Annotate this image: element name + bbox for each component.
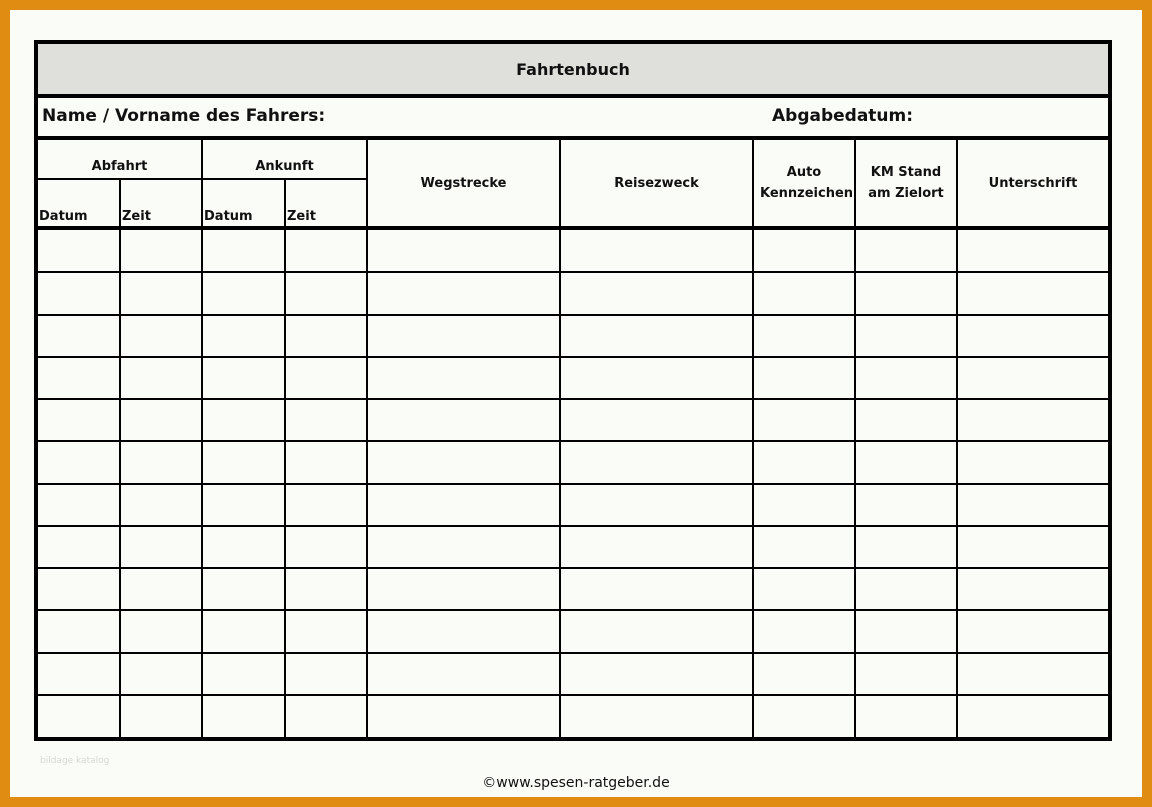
- col-divider-3: [284, 178, 286, 738]
- header-km-stand: KM Stand am Zielort: [868, 165, 944, 201]
- table-row-divider: [38, 525, 1108, 527]
- table-row-divider: [38, 567, 1108, 569]
- driver-name-label: Name / Vorname des Fahrers:: [42, 106, 326, 126]
- form-title: [34, 40, 1112, 98]
- col-divider-6: [752, 137, 754, 737]
- table-row-divider: [38, 609, 1108, 611]
- logbook-table: [34, 137, 1112, 741]
- header-abfahrt-zeit: Zeit: [122, 209, 151, 224]
- table-row-divider: [38, 440, 1108, 442]
- footer-copyright: ©www.spesen-ratgeber.de: [482, 775, 670, 791]
- header-abfahrt: Abfahrt: [91, 159, 148, 174]
- header-ankunft-zeit: Zeit: [287, 209, 316, 224]
- col-divider-7: [854, 137, 856, 737]
- col-divider-1: [119, 178, 121, 738]
- table-row-divider: [38, 398, 1108, 400]
- header-ankunft-datum: Datum: [204, 209, 253, 224]
- header-bottom-rule: [38, 226, 1108, 230]
- table-row-divider: [38, 483, 1108, 485]
- col-divider-8: [956, 137, 958, 737]
- col-divider-2: [201, 137, 203, 737]
- table-row-divider: [38, 652, 1108, 654]
- header-ankunft: Ankunft: [255, 159, 314, 174]
- header-wegstrecke: Wegstrecke: [420, 176, 507, 191]
- table-row-divider: [38, 356, 1108, 358]
- col-divider-4: [366, 137, 368, 737]
- driver-info-row: [34, 98, 1112, 140]
- submission-date-label: Abgabedatum:: [772, 106, 914, 126]
- header-unterschrift: Unterschrift: [988, 176, 1078, 191]
- table-row-divider: [38, 271, 1108, 273]
- header-auto-kennzeichen: Auto Kennzeichen: [760, 165, 854, 201]
- form-title-text: Fahrtenbuch: [516, 59, 630, 79]
- table-row-divider: [38, 314, 1108, 316]
- col-divider-5: [559, 137, 561, 737]
- table-row-divider: [38, 694, 1108, 696]
- header-abfahrt-datum: Datum: [39, 209, 88, 224]
- faint-watermark: bildage katalog: [40, 756, 110, 766]
- header-reisezweck: Reisezweck: [614, 176, 699, 191]
